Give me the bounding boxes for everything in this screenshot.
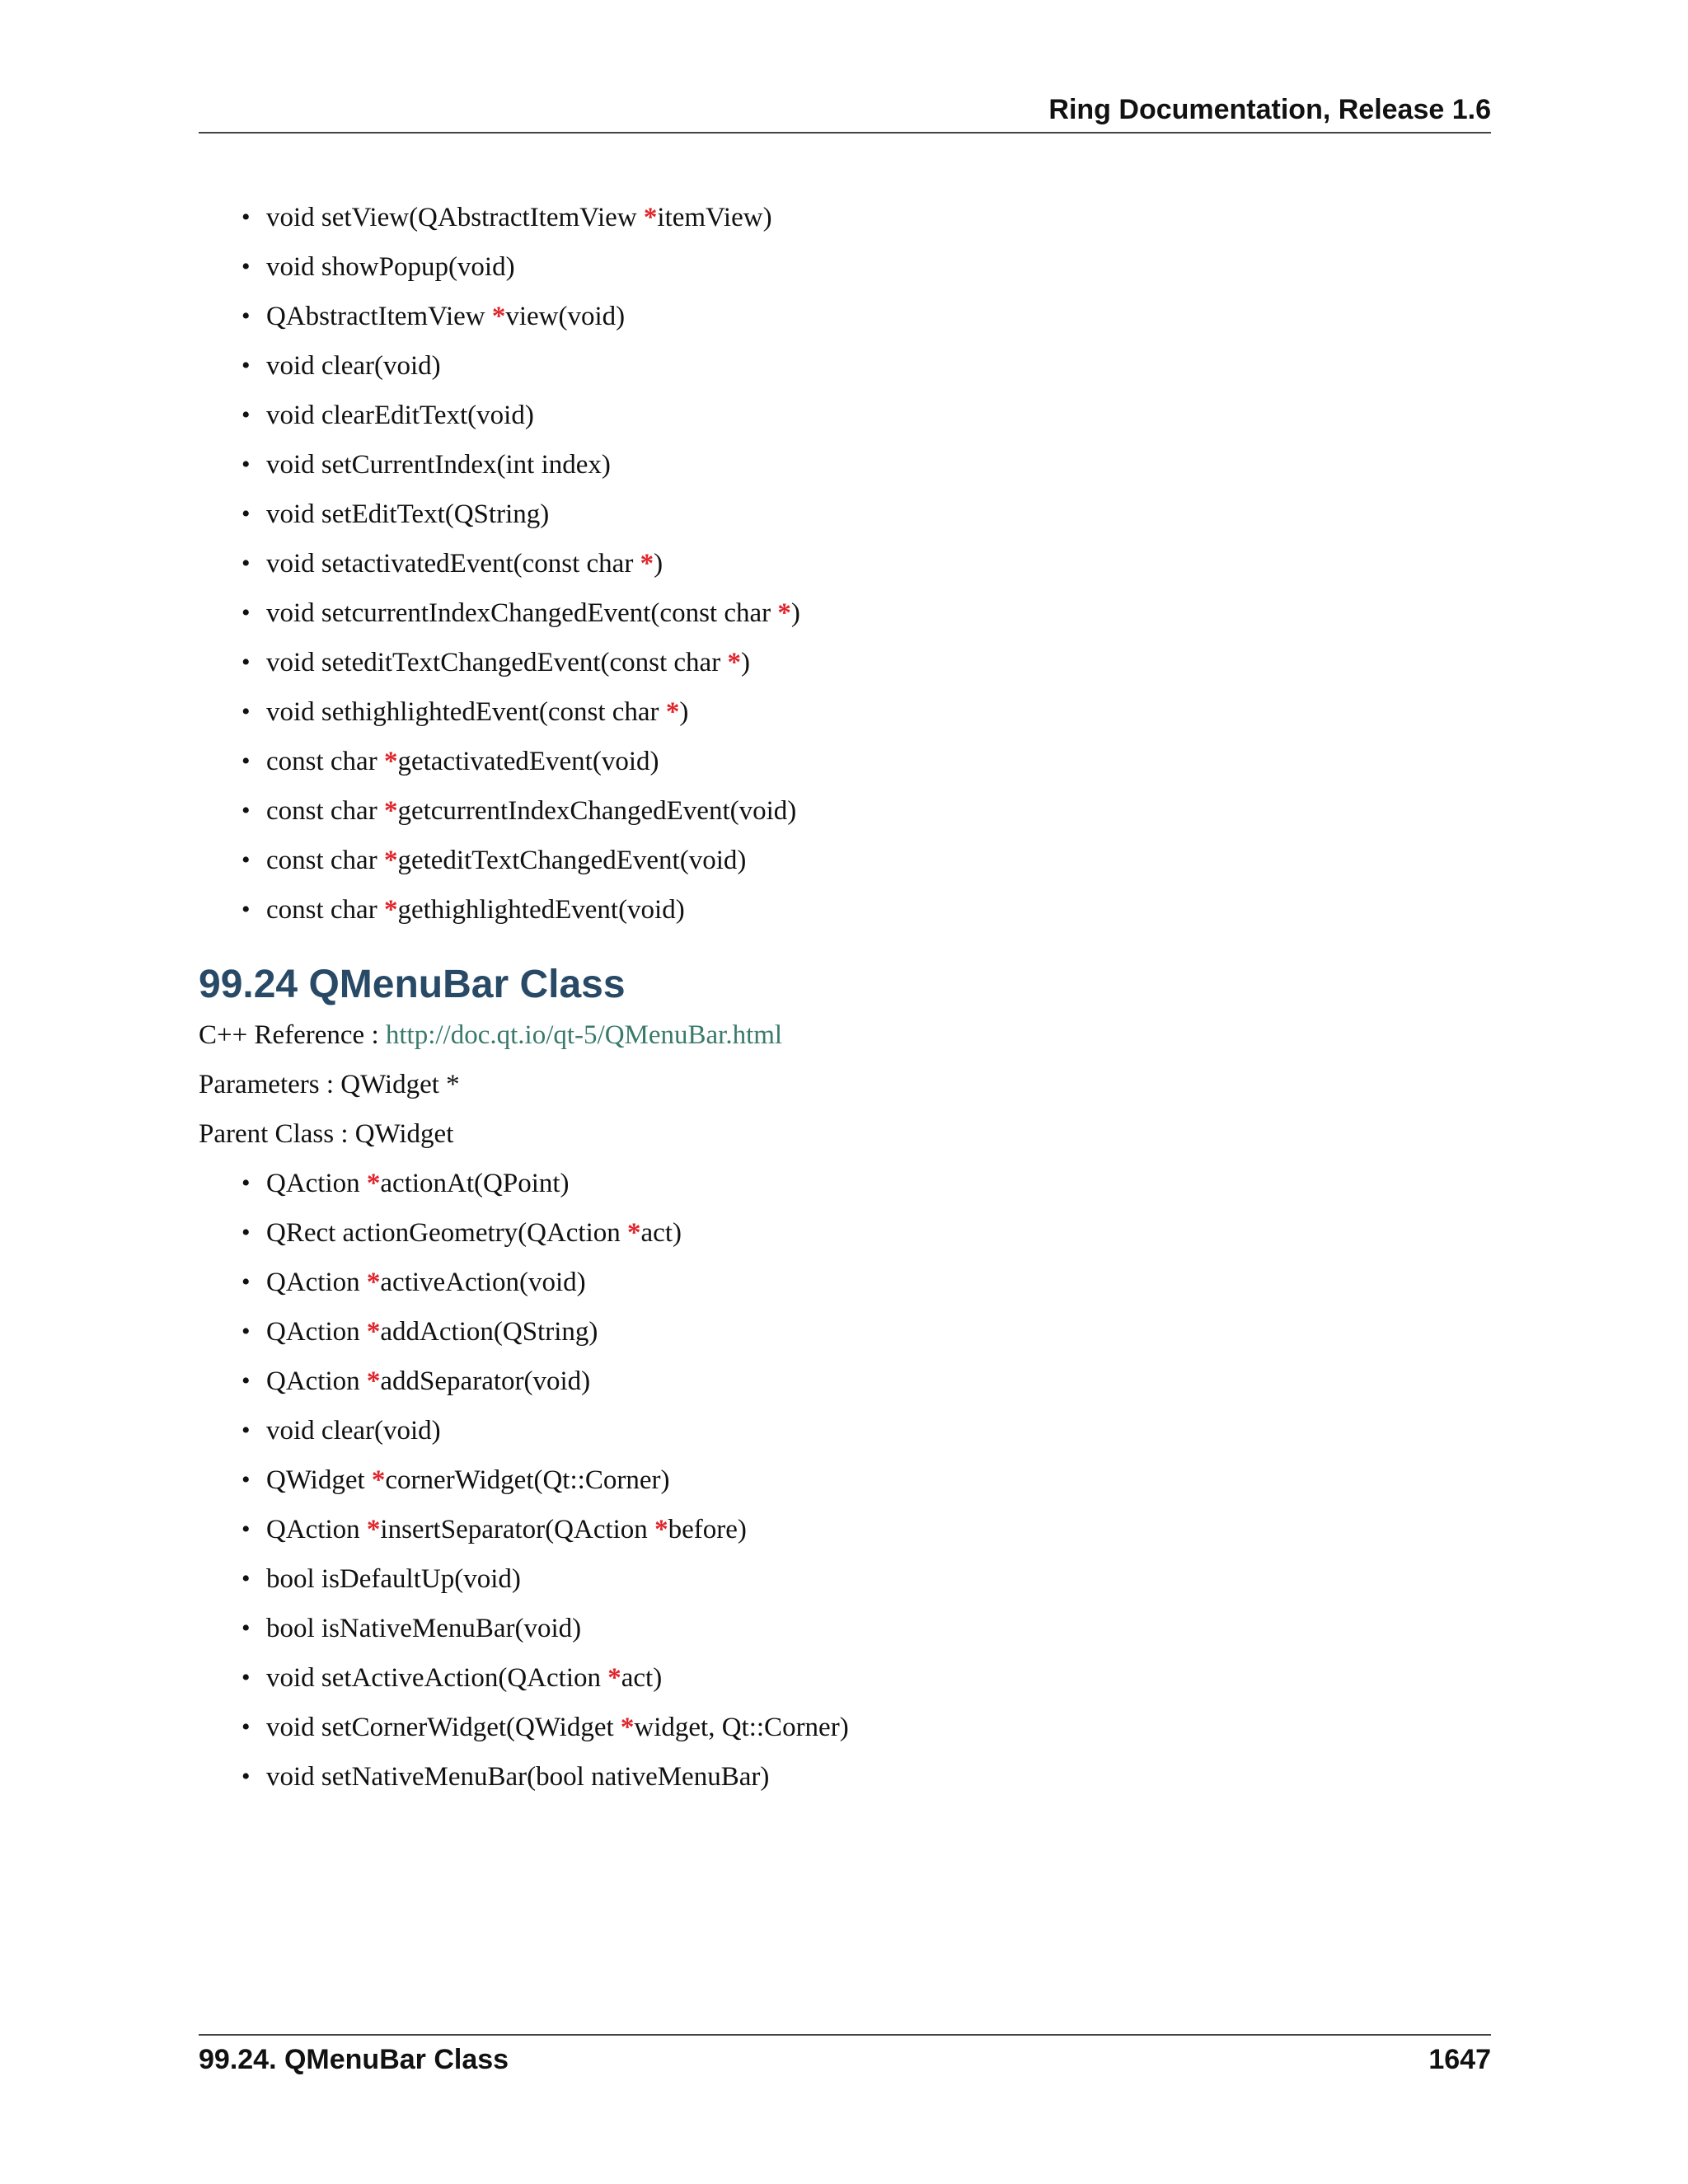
bullet-icon: •: [241, 698, 251, 725]
list-item: [241, 1604, 1491, 1653]
signature-text: void setCurrentIndex(int index): [266, 450, 611, 480]
list-item: [241, 786, 1491, 836]
list-item: [241, 440, 1491, 490]
list-item: [241, 242, 1491, 292]
pointer-asterisk: *: [366, 1515, 381, 1544]
list-item: [241, 1208, 1491, 1258]
page-number: 1647: [1428, 2044, 1491, 2075]
pointer-asterisk: *: [366, 1317, 381, 1347]
signature-text: void setCornerWidget(QWidget: [266, 1713, 621, 1742]
signature-text: itemView): [657, 203, 772, 232]
signature-text: addAction(QString): [380, 1317, 598, 1347]
list-item: [241, 1505, 1491, 1554]
bullet-icon: •: [241, 1318, 251, 1345]
pointer-asterisk: *: [383, 747, 398, 776]
footer-section: 99.24. QMenuBar Class: [199, 2044, 509, 2075]
signature-text: QAction: [266, 1366, 367, 1396]
bullet-icon: •: [241, 748, 251, 775]
pointer-asterisk: *: [640, 549, 654, 579]
signature-text: const char: [266, 796, 384, 826]
signature-text: QRect actionGeometry(QAction: [266, 1218, 628, 1248]
bullet-icon: •: [241, 1417, 251, 1444]
bullet-icon: •: [241, 1367, 251, 1394]
signature-text: ): [790, 598, 800, 628]
method-list-combobox: [199, 193, 1491, 935]
pointer-asterisk: *: [366, 1268, 381, 1297]
parameters-line: Parameters : QWidget *: [199, 1070, 460, 1099]
signature-text: ): [654, 549, 663, 579]
signature-text: void seteditTextChangedEvent(const char: [266, 648, 728, 677]
bullet-icon: •: [241, 649, 251, 676]
signature-text: activeAction(void): [380, 1268, 586, 1297]
list-item: [241, 292, 1491, 341]
signature-text: void setEditText(QString): [266, 499, 550, 529]
signature-text: void showPopup(void): [266, 252, 515, 282]
pointer-asterisk: *: [366, 1366, 381, 1396]
signature-text: void setactivatedEvent(const char: [266, 549, 640, 579]
pointer-asterisk: *: [383, 895, 398, 925]
signature-text: const char: [266, 846, 384, 875]
pointer-asterisk: *: [371, 1465, 386, 1495]
list-item: [241, 638, 1491, 687]
list-item: [241, 1455, 1491, 1505]
list-item: [241, 341, 1491, 391]
pointer-asterisk: *: [383, 846, 398, 875]
list-item: [241, 391, 1491, 440]
list-item: [241, 193, 1491, 242]
cpp-reference-link[interactable]: http://doc.qt.io/qt-5/QMenuBar.html: [385, 1020, 783, 1050]
list-item: [241, 1554, 1491, 1604]
signature-text: void clear(void): [266, 1416, 441, 1446]
signature-text: QWidget: [266, 1465, 372, 1495]
signature-text: ): [679, 697, 689, 727]
signature-text: actionAt(QPoint): [380, 1169, 570, 1198]
list-item: [241, 1357, 1491, 1406]
list-item: [241, 737, 1491, 786]
pointer-asterisk: *: [665, 697, 680, 727]
pointer-asterisk: *: [366, 1169, 381, 1198]
signature-text: widget, Qt::Corner): [634, 1713, 849, 1742]
pointer-asterisk: *: [620, 1713, 635, 1742]
cpp-reference-line: [199, 1010, 1491, 1060]
list-item: [241, 1406, 1491, 1455]
bullet-icon: •: [241, 500, 251, 527]
list-item: [241, 588, 1491, 638]
bullet-icon: •: [241, 1219, 251, 1246]
signature-text: cornerWidget(Qt::Corner): [385, 1465, 670, 1495]
list-item: [241, 1653, 1491, 1703]
bullet-icon: •: [241, 797, 251, 824]
page-header: [199, 91, 1491, 134]
list-item: [241, 1703, 1491, 1752]
signature-text: bool isNativeMenuBar(void): [266, 1614, 582, 1643]
signature-text: QAbstractItemView: [266, 302, 492, 331]
parent-class-line: Parent Class : QWidget: [199, 1119, 454, 1149]
list-item: [241, 687, 1491, 737]
list-item: [241, 1307, 1491, 1357]
spacer: [199, 935, 1491, 960]
list-item: [241, 1258, 1491, 1307]
bullet-icon: •: [241, 846, 251, 874]
bullet-icon: •: [241, 352, 251, 379]
bullet-icon: •: [241, 1763, 251, 1790]
signature-text: const char: [266, 895, 384, 925]
page-content: [199, 193, 1491, 1802]
signature-text: void setcurrentIndexChangedEvent(const char: [266, 598, 778, 628]
pointer-asterisk: *: [607, 1663, 621, 1693]
header-title: Ring Documentation, Release 1.6: [1048, 94, 1491, 125]
pointer-asterisk: *: [777, 598, 791, 628]
section-heading: 99.24 QMenuBar Class: [199, 963, 626, 1006]
bullet-icon: •: [241, 451, 251, 478]
signature-text: getcurrentIndexChangedEvent(void): [397, 796, 797, 826]
signature-text: QAction: [266, 1169, 367, 1198]
signature-text: before): [668, 1515, 747, 1544]
signature-text: void setNativeMenuBar(bool nativeMenuBar): [266, 1762, 770, 1792]
bullet-icon: •: [241, 1268, 251, 1296]
bullet-icon: •: [241, 550, 251, 577]
page-footer: [199, 2034, 1491, 2085]
pointer-asterisk: *: [654, 1515, 668, 1544]
signature-text: insertSeparator(QAction: [380, 1515, 655, 1544]
signature-text: const char: [266, 747, 384, 776]
signature-text: void clearEditText(void): [266, 401, 534, 430]
signature-text: bool isDefaultUp(void): [266, 1564, 521, 1594]
list-item: [241, 539, 1491, 588]
method-list-qmenubar: [199, 1159, 1491, 1802]
signature-text: geteditTextChangedEvent(void): [397, 846, 747, 875]
signature-text: QAction: [266, 1317, 367, 1347]
signature-text: ): [740, 648, 750, 677]
signature-text: addSeparator(void): [380, 1366, 591, 1396]
bullet-icon: •: [241, 599, 251, 626]
bullet-icon: •: [241, 1466, 251, 1493]
signature-text: void sethighlightedEvent(const char: [266, 697, 666, 727]
signature-text: act): [640, 1218, 682, 1248]
list-item: [241, 1752, 1491, 1802]
signature-text: void clear(void): [266, 351, 441, 381]
pointer-asterisk: *: [643, 203, 658, 232]
bullet-icon: •: [241, 401, 251, 429]
pointer-asterisk: *: [383, 796, 398, 826]
signature-text: act): [621, 1663, 663, 1693]
bullet-icon: •: [241, 1169, 251, 1197]
bullet-icon: •: [241, 1713, 251, 1741]
cpp-reference-label: C++ Reference :: [199, 1020, 386, 1050]
list-item: [241, 885, 1491, 935]
bullet-icon: •: [241, 1664, 251, 1691]
signature-text: getactivatedEvent(void): [397, 747, 659, 776]
signature-text: QAction: [266, 1515, 367, 1544]
bullet-icon: •: [241, 253, 251, 280]
signature-text: view(void): [505, 302, 626, 331]
signature-text: void setView(QAbstractItemView: [266, 203, 644, 232]
bullet-icon: •: [241, 1615, 251, 1642]
pointer-asterisk: *: [627, 1218, 641, 1248]
signature-text: gethighlightedEvent(void): [397, 895, 685, 925]
bullet-icon: •: [241, 204, 251, 231]
bullet-icon: •: [241, 1516, 251, 1543]
bullet-icon: •: [241, 1565, 251, 1592]
signature-text: void setActiveAction(QAction: [266, 1663, 608, 1693]
pointer-asterisk: *: [727, 648, 741, 677]
pointer-asterisk: *: [491, 302, 506, 331]
list-item: [241, 836, 1491, 885]
bullet-icon: •: [241, 302, 251, 330]
list-item: [241, 1159, 1491, 1208]
list-item: [241, 490, 1491, 539]
bullet-icon: •: [241, 896, 251, 923]
signature-text: QAction: [266, 1268, 367, 1297]
